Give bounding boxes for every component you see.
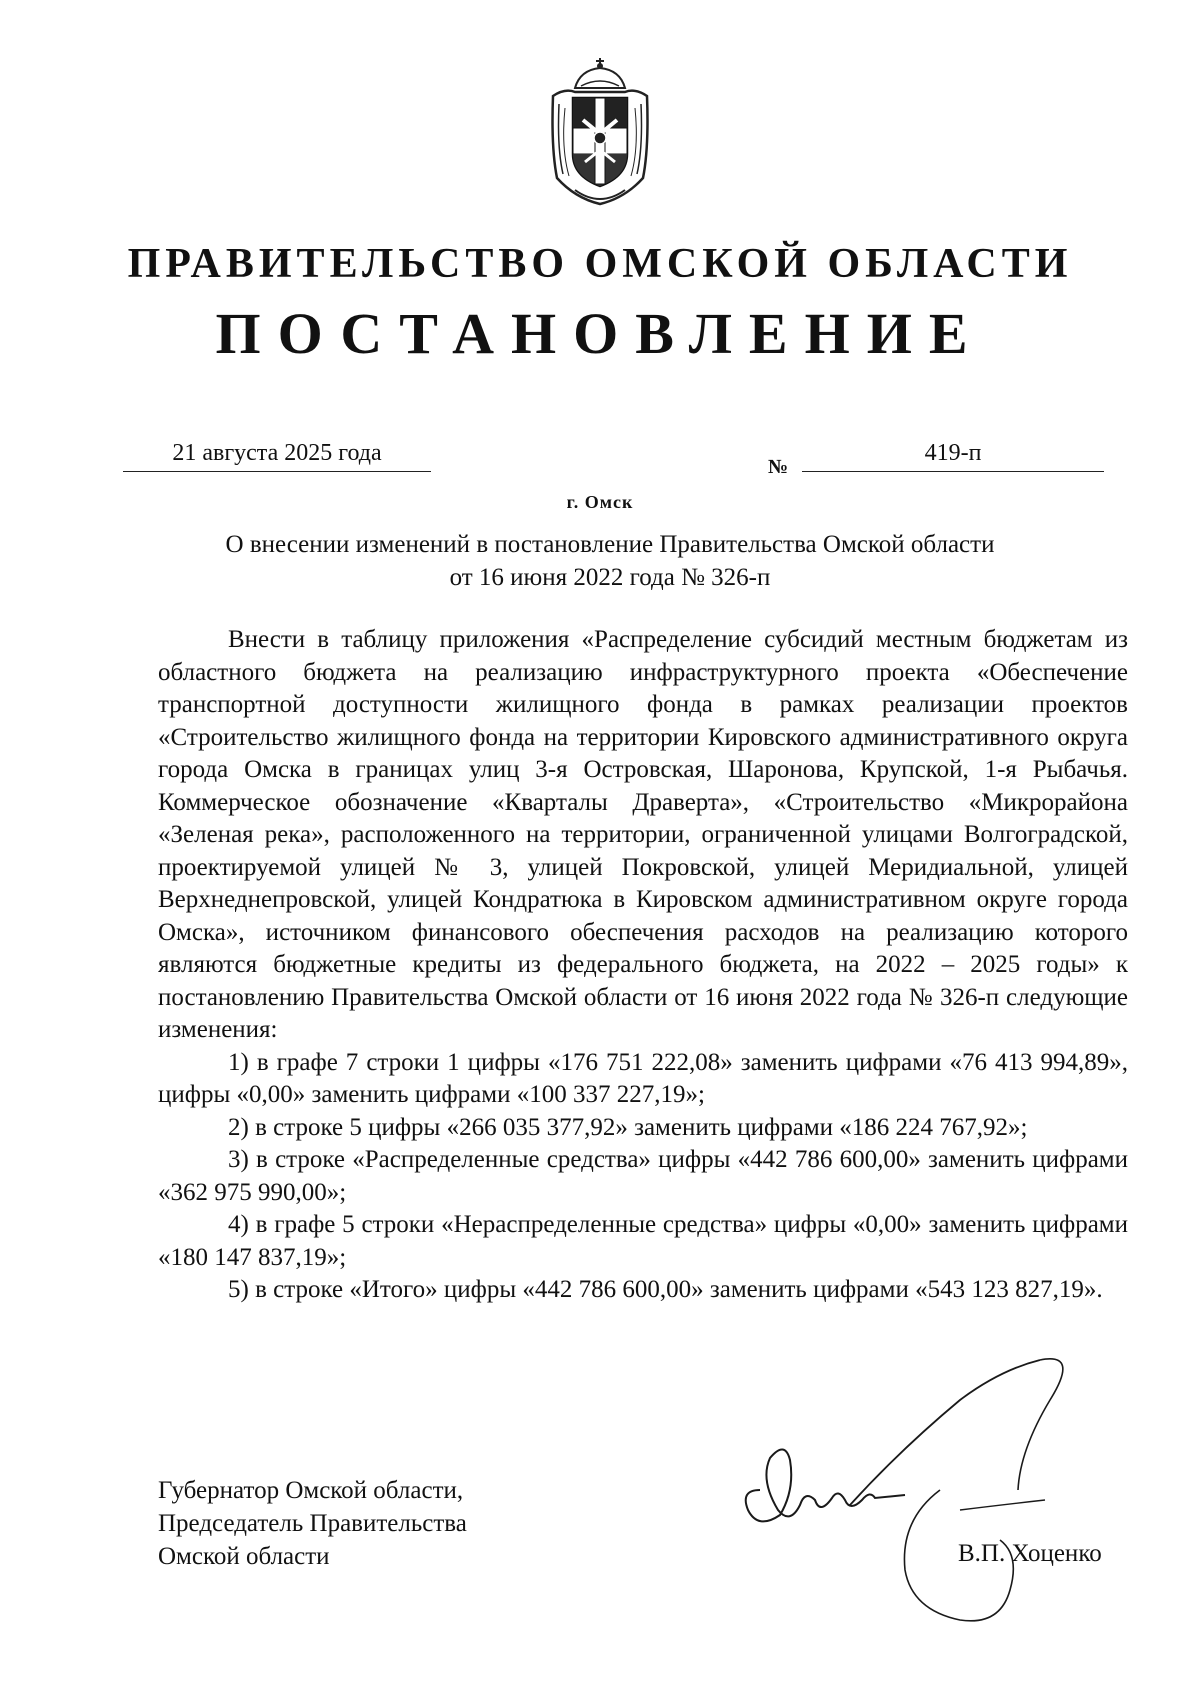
body-intro-paragraph: Внести в таблицу приложения «Распределение субсидий местным бюджетам из областного бюджета на реализацию инфраструктурного проекта «Обеспечение транспортной доступности жилищного фонда в рамках реализации проектов «Строительство жилищного фонда на территории Кировского административного округа города Омска в границах улиц 3-я Островская, Шаронова, Крупской, 1-я Рыбачья. Коммерческое обозначение «Кварталы Драверта», «Строительство «Микрорайона «Зеленая река», расположенного на территории, ограниченной улицами Волгоградской, проектируемой улицей № 3, улицей Покровской, улицей Меридиальной, улицей Верхнеднепровской, улицей Кондратюка в Кировском административном округе города Омска», источником финансового обеспечения расходов на реализацию которого являются бюджетные кредиты из федерального бюджета, на 2022 – 2025 годы» к постановлению Правительства Омской области от 16 июня 2022 года № 326-п следующие изменения: (158, 626, 1128, 1043)
document-body (158, 624, 1128, 1307)
signer-title-line-1: Губернатор Омской области, (158, 1477, 464, 1504)
body-item-4: 4) в графе 5 строки «Нераспределенные средства» цифры «0,00» заменить цифрами «180 147 837,19»; (158, 1211, 1128, 1271)
document-date: 21 августа 2025 года (123, 440, 431, 472)
number-label: № (768, 456, 789, 478)
issue-city: г. Омск (566, 492, 634, 512)
document-number: 419-п (802, 440, 1104, 472)
organization-title: ПРАВИТЕЛЬСТВО ОМСКОЙ ОБЛАСТИ (127, 241, 1073, 287)
handwritten-signature-icon (700, 1340, 1160, 1630)
body-item-2: 2) в строке 5 цифры «266 035 377,92» заменить цифрами «186 224 767,92»; (228, 1113, 1028, 1141)
document-subject (160, 528, 1060, 594)
body-item-5: 5) в строке «Итого» цифры «442 786 600,00» заменить цифрами «543 123 827,19». (228, 1276, 1103, 1303)
coat-of-arms-icon (545, 58, 655, 208)
subject-line-2: от 16 июня 2022 года № 326-п (449, 564, 771, 591)
signer-title-line-2: Председатель Правительства (158, 1510, 467, 1537)
body-item-3: 3) в строке «Распределенные средства» цифры «442 786 600,00» заменить цифрами «362 975 990,00»; (158, 1146, 1128, 1206)
subject-line-1: О внесении изменений в постановление Правительства Омской области (225, 531, 995, 558)
signer-title-block (158, 1474, 467, 1573)
signer-name: В.П. Хоценко (958, 1540, 1102, 1567)
body-item-1: 1) в графе 7 строки 1 цифры «176 751 222,08» заменить цифрами «76 413 994,89», цифры «0,00» заменить цифрами «100 337 227,19»; (158, 1048, 1128, 1108)
document-type-title: ПОСТАНОВЛЕНИЕ (215, 301, 985, 366)
signer-title-line-3: Омской области (158, 1543, 330, 1570)
